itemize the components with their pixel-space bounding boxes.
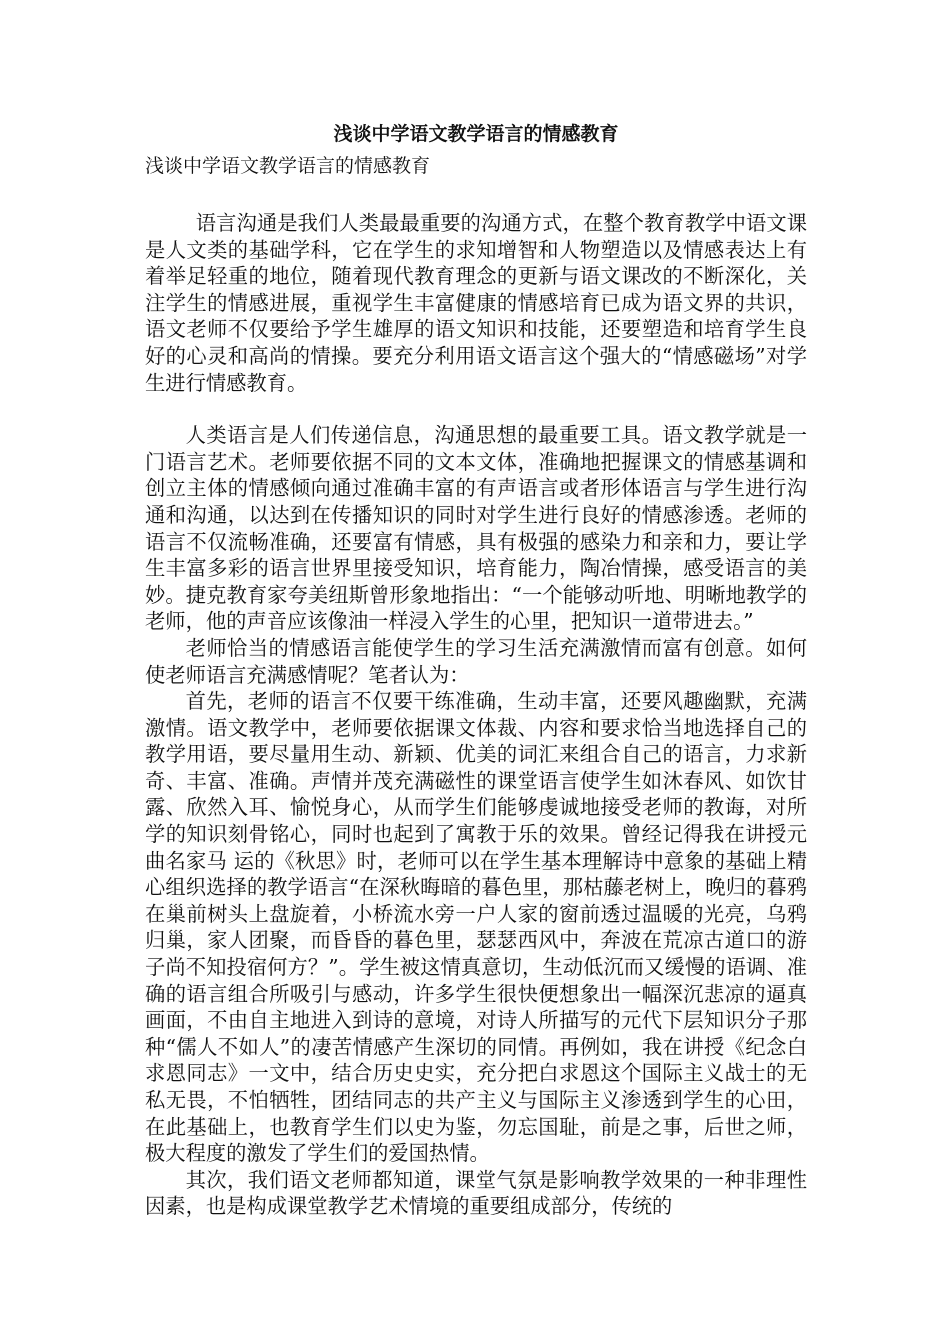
paragraph-secondly: 其次，我们语文老师都知道，课堂气氛是影响教学效果的一种非理性因素，也是构成课堂教学艺术情境的重要组成部分，传统的 [145, 1167, 807, 1219]
paragraph-language-tool: 人类语言是人们传递信息，沟通思想的最重要工具。语文教学就是一门语言艺术。老师要依据不同的文本文体，准确地把握课文的情感基调和创立主体的情感倾向通过准确丰富的有声语言或者形体语言与学生进行沟通和沟通，以达到在传播知识的同时对学生进行良好的情感渗透。老师的语言不仅流畅准确，还要富有情感，具有极强的感染力和亲和力，要让学生丰富多彩的语言世界里接受知识，培育能力，陶冶情操，感受语言的美妙。捷克教育家夸美纽斯曾形象地指出：“一个能够动听地、明晰地教学的老师，他的声音应该像油一样浸入学生的心里，把知识一道带进去。” [145, 423, 807, 634]
document-title: 浅谈中学语文教学语言的情感教育 [333, 123, 619, 145]
paragraph-intro: 语言沟通是我们人类最最重要的沟通方式，在整个教育教学中语文课是人文类的基础学科，它在学生的求知增智和人物塑造以及情感表达上有着举足轻重的地位，随着现代教育理念的更新与语文课改的不断深化，关注学生的情感进展，重视学生丰富健康的情感培育已成为语文界的共识，语文老师不仅要给予学生雄厚的语文知识和技能，还要塑造和培育学生良好的心灵和高尚的情操。要充分利用语文语言这个强大的“情感磁场”对学生进行情感教育。 [145, 211, 807, 395]
paragraph-firstly: 首先，老师的语言不仅要干练准确，生动丰富，还要风趣幽默，充满激情。语文教学中，老师要依据课文体裁、内容和要求恰当地选择自己的教学用语，要尽量用生动、新颖、优美的词汇来组合自己的语言，力求新奇、丰富、准确。声情并茂充满磁性的课堂语言使学生如沐春风、如饮甘露、欣然入耳、愉悦身心，从而学生们能够虔诚地接受老师的教诲，对所学的知识刻骨铭心，同时也起到了寓教于乐的效果。曾经记得我在讲授元曲名家马 运的《秋思》时，老师可以在学生基本理解诗中意象的基础上精心组织选择的教学语言“在深秋晦暗的暮色里，那枯藤老树上，晚归的暮鸦在巢前树头上盘旋着，小桥流水旁一户人家的窗前透过温暖的光亮，乌鸦归巢，家人团聚，而昏昏的暮色里，瑟瑟西风中，奔波在荒凉古道口的游子尚不知投宿何方？”。学生被这情真意切，生动低沉而又缓慢的语调、准确的语言组合所吸引与感动，许多学生很快便想象出一幅深沉悲凉的逼真画面，不由自主地进入到诗的意境，对诗人所描写的元代下层知识分子那种“儒人不如人”的凄苦情感产生深切的同情。再例如，我在讲授《纪念白求恩同志》一文中，结合历史史实，充分把白求恩这个国际主义战士的无私无畏，不怕牺牲，团结同志的共产主义与国际主义渗透到学生的心田，在此基础上，也教育学生们以史为鉴，勿忘国耻，前是之事，后世之师，极大程度的激发了学生们的爱国热情。 [145, 689, 807, 1166]
paragraph-gap [145, 396, 807, 422]
document-subtitle: 浅谈中学语文教学语言的情感教育 [145, 155, 431, 177]
document-page [145, 120, 807, 1220]
paragraph-emotional-language: 老师恰当的情感语言能使学生的学习生活充满激情而富有创意。如何使老师语言充满感情呢？笔者认为： [145, 635, 807, 687]
